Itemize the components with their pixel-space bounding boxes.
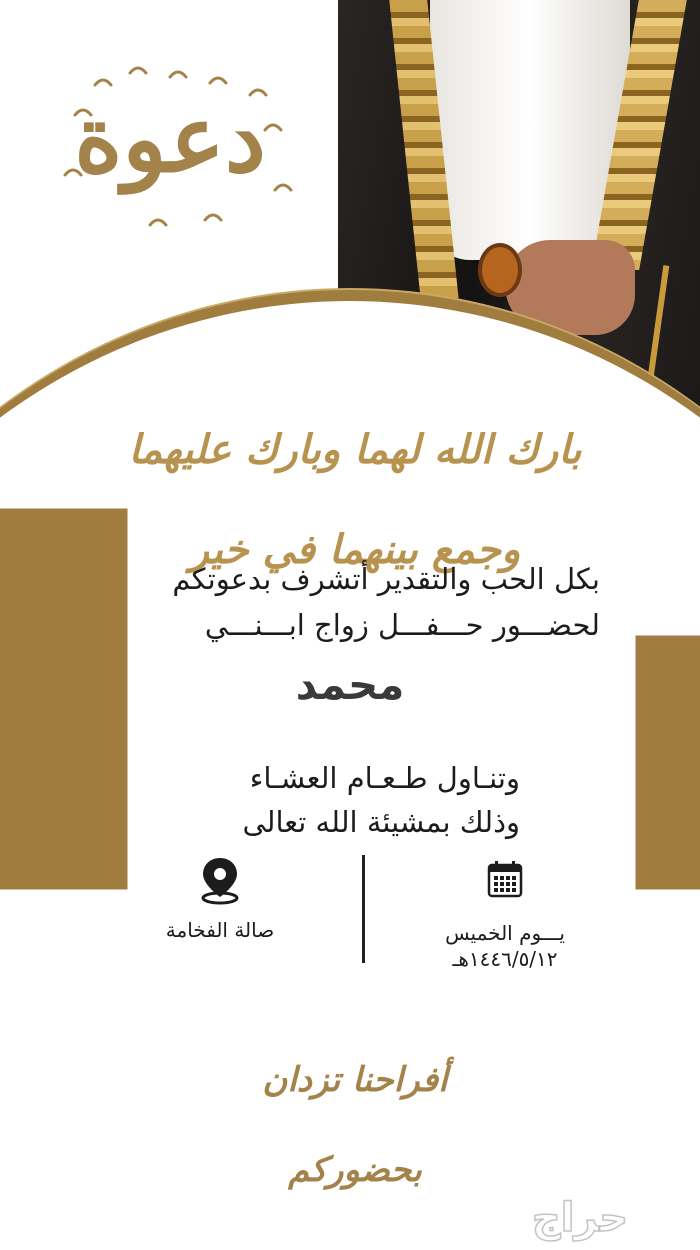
dinner-line-2: وذلك بمشيئة الله تعالى [242,805,520,839]
venue-name: صالة الفخامة [165,918,275,942]
location-pin-icon [197,855,243,905]
closing-calligraphy: أفراحنا تزدان بحضوركم [262,1060,448,1190]
invitation-text [90,556,600,648]
calendar-icon [487,860,523,898]
watch-shape [478,243,522,297]
groom-name: محمد [295,660,405,709]
invite-line-2: لحضـــور حـــفـــل زواج ابـــنـــي [204,608,600,642]
info-divider [362,855,365,963]
invite-line-1: بكل الحب والتقدير أتشرف بدعوتكم [172,562,600,596]
event-day: يـــوم الخميس [445,921,565,945]
date-block [420,860,590,972]
event-date: ١٤٤٦/٥/١٢هـ [452,947,558,971]
dinner-line-1: وتنـاول طـعـام العشـاء [249,761,520,795]
watermark-logo: حراج [531,1195,629,1241]
location-block [135,855,305,943]
title-calligraphy [35,55,305,245]
title: دعوة [74,85,266,193]
dinner-text [90,756,520,844]
blessing-calligraphy: بارك الله لهما وبارك عليهما وجمع بينهما في خير [128,426,582,573]
